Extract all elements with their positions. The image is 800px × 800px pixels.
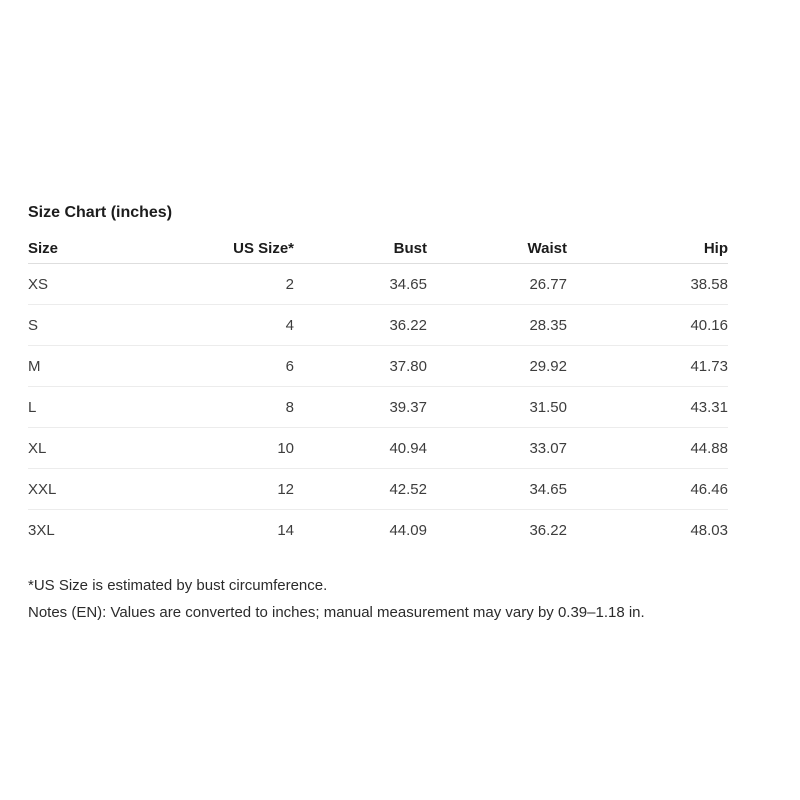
cell-size: XXL [28, 469, 147, 510]
cell-hip: 38.58 [567, 264, 728, 305]
cell-waist: 29.92 [427, 346, 567, 387]
cell-us-size: 6 [147, 346, 294, 387]
table-row [28, 428, 728, 469]
cell-us-size: 10 [147, 428, 294, 469]
cell-waist: 28.35 [427, 305, 567, 346]
cell-us-size: 14 [277, 521, 294, 539]
cell-hip: 40.16 [567, 305, 728, 346]
cell-waist: 31.50 [427, 387, 567, 428]
cell-bust: 44.09 [389, 521, 427, 539]
table-row [28, 387, 728, 428]
cell-us-size: 8 [147, 387, 294, 428]
cell-size: XS [28, 264, 147, 305]
cell-waist: 33.07 [427, 428, 567, 469]
table-row [28, 469, 728, 510]
cell-size: L [28, 387, 147, 428]
table-row [28, 346, 728, 387]
footnote-notes-en: Notes (EN): Values are converted to inches; manual measurement may vary by 0.39–1.18 in. [28, 604, 645, 621]
cell-waist: 36.22 [529, 521, 567, 539]
header-us-size: US Size* [147, 233, 294, 264]
cell-size: XL [28, 428, 147, 469]
cell-bust: 39.37 [294, 387, 427, 428]
cell-hip: 46.46 [567, 469, 728, 510]
footnote-us-size: *US Size is estimated by bust circumference. [28, 577, 328, 594]
cell-bust: 42.52 [294, 469, 427, 510]
size-chart-section [28, 203, 728, 626]
cell-waist: 34.65 [427, 469, 567, 510]
size-chart-title: Size Chart (inches) [28, 204, 173, 221]
cell-bust: 34.65 [294, 264, 427, 305]
cell-us-size: 4 [147, 305, 294, 346]
cell-us-size: 2 [147, 264, 294, 305]
table-row [28, 305, 728, 346]
cell-hip: 48.03 [690, 521, 728, 539]
header-bust: Bust [294, 233, 427, 264]
cell-bust: 40.94 [294, 428, 427, 469]
cell-us-size: 12 [147, 469, 294, 510]
header-hip: Hip [567, 233, 728, 264]
table-row [28, 264, 728, 305]
footnotes [28, 572, 728, 626]
header-waist: Waist [427, 233, 567, 264]
cell-hip: 41.73 [567, 346, 728, 387]
cell-size: S [28, 305, 147, 346]
table-row [28, 510, 728, 551]
header-size: Size [28, 233, 147, 264]
size-chart-table [28, 233, 728, 550]
cell-size: M [28, 346, 147, 387]
cell-size: 3XL [28, 521, 55, 539]
cell-bust: 36.22 [294, 305, 427, 346]
cell-hip: 43.31 [567, 387, 728, 428]
table-header-row [28, 233, 728, 264]
cell-waist: 26.77 [427, 264, 567, 305]
cell-bust: 37.80 [294, 346, 427, 387]
cell-hip: 44.88 [567, 428, 728, 469]
